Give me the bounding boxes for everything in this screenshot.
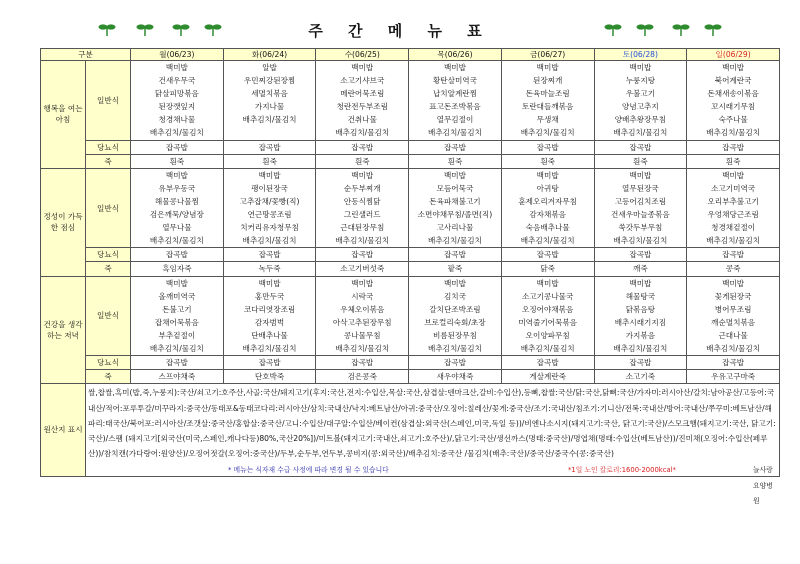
dish-item: 북어계란국 <box>714 76 752 86</box>
dish-item: 감자채볶음 <box>529 210 567 220</box>
juk-cell: 녹두죽 <box>223 262 316 276</box>
day-header-sunday: 일(06/29) <box>687 49 780 61</box>
dish-item: 배추김치/물김치 <box>335 344 390 354</box>
meal-label: 건강을 생각하는 저녁 <box>41 276 86 384</box>
dish-item: 시락국 <box>351 291 374 301</box>
dish-item: 고등어김치조림 <box>614 196 667 206</box>
page-title: 주 간 메 뉴 표 <box>308 22 492 40</box>
day-menu-cell <box>409 61 502 141</box>
origin-label: 원산지 표시 <box>41 384 86 477</box>
footer-notes <box>88 463 777 505</box>
dish-item: 돈채새송이볶음 <box>707 89 759 99</box>
day-menu-cell <box>223 276 316 356</box>
day-menu-cell <box>316 168 409 248</box>
dish-item: 소고기샤브국 <box>340 76 385 86</box>
sprout-icon <box>604 22 622 36</box>
juk-cell: 소고기버섯죽 <box>316 262 409 276</box>
day-header-saturday: 토(06/28) <box>594 49 687 61</box>
juk-label: 죽 <box>86 370 131 384</box>
day-menu-cell <box>409 276 502 356</box>
dish-item: 아귀탕 <box>536 183 559 193</box>
dish-item: 꼬시래기무침 <box>711 102 756 112</box>
header-decoration <box>0 0 800 48</box>
dish-item: 배추김치/물김치 <box>520 344 575 354</box>
dish-item: 배추김치/물김치 <box>520 236 575 246</box>
dish-item: 청경채겉절이 <box>711 223 756 233</box>
dish-item: 소면야채무침/졸면(직) <box>417 210 493 220</box>
general-label: 일반식 <box>86 168 131 248</box>
juk-cell: 소고기죽 <box>594 370 687 384</box>
dang-row <box>41 140 780 154</box>
dish-item: 백미밥 <box>443 278 466 288</box>
juk-cell: 새우야채죽 <box>409 370 502 384</box>
dish-item: 닭살피망볶음 <box>154 89 199 99</box>
dish-item: 미역줄기어묵볶음 <box>518 317 578 327</box>
juk-cell: 스프야채죽 <box>131 370 224 384</box>
dish-item: 건취나물 <box>347 115 377 125</box>
dish-item: 돈불고기 <box>162 304 192 314</box>
dang-cell: 잡곡밥 <box>316 356 409 370</box>
dish-item: 황탄살미역국 <box>432 76 477 86</box>
dish-item: 비름된장무침 <box>432 330 477 340</box>
dish-item: 배추김치/물김치 <box>613 236 668 246</box>
dish-item: 안동식찜닭 <box>343 196 381 206</box>
meal-label: 행복을 여는 아침 <box>41 61 86 169</box>
dish-item: 청란전두부조림 <box>336 102 388 112</box>
dish-item: 잡채어묵볶음 <box>154 317 199 327</box>
dish-item: 백미밥 <box>258 170 281 180</box>
dish-item: 우체오이볶음 <box>340 304 385 314</box>
dish-item: 오리부추불고기 <box>707 196 759 206</box>
dish-item: 배추김치/물김치 <box>706 344 761 354</box>
origin-row <box>41 384 780 477</box>
dish-item: 깨순멸치볶음 <box>711 317 756 327</box>
dish-item: 백미밥 <box>258 278 281 288</box>
dang-cell: 잡곡밥 <box>316 248 409 262</box>
dish-item: 백미밥 <box>536 170 559 180</box>
sprout-icon <box>636 22 654 36</box>
dish-item: 숙음배추나물 <box>525 223 570 233</box>
dish-item: 콩나물무침 <box>343 330 381 340</box>
dang-cell: 잡곡밥 <box>501 248 594 262</box>
day-header: 금(06/27) <box>501 49 594 61</box>
dish-item: 열무된장국 <box>622 183 659 193</box>
dish-item: 된장찌개 <box>533 76 563 86</box>
dish-item: 배추김치/물김치 <box>613 128 668 138</box>
dish-item: 고사리나물 <box>436 223 474 233</box>
dish-item: 해물콩나물찜 <box>154 196 199 206</box>
dish-item: 배추김치/물김치 <box>335 128 390 138</box>
dish-item: 알밥 <box>262 63 277 72</box>
dish-item: 근대된장무침 <box>340 223 385 233</box>
dish-item: 된장깻잎지 <box>158 102 196 112</box>
dish-item: 브로컬리숙회/초장 <box>424 317 486 327</box>
juk-cell: 흰죽 <box>687 154 780 168</box>
dang-cell: 잡곡밥 <box>223 140 316 154</box>
day-header: 수(06/25) <box>316 49 409 61</box>
day-menu-cell <box>501 61 594 141</box>
day-menu-cell <box>223 168 316 248</box>
dish-item: 백미밥 <box>629 170 652 180</box>
juk-cell: 흰죽 <box>131 154 224 168</box>
sprout-icon <box>704 22 722 36</box>
dish-item: 백미밥 <box>722 170 745 180</box>
weekly-menu-table <box>40 48 780 505</box>
dish-item: 쑥갓두부무침 <box>618 223 663 233</box>
calorie-note: *1일 노인 칼로리:1600-2000kcal* <box>568 466 676 475</box>
dish-item: 세멸치볶음 <box>251 89 288 99</box>
dish-item: 배추김치/물김치 <box>706 128 761 138</box>
dish-item: 백미밥 <box>351 278 374 288</box>
dish-item: 검은깨묵/양념장 <box>149 210 204 220</box>
day-menu-cell <box>316 276 409 356</box>
dish-item: 무생채 <box>536 115 559 125</box>
dish-item: 갈치단조박조림 <box>429 304 481 314</box>
dish-item: 열무나물 <box>162 223 192 233</box>
dang-cell: 잡곡밥 <box>501 140 594 154</box>
juk-cell: 우유고구마죽 <box>687 370 780 384</box>
dish-item: 순두부찌개 <box>343 183 381 193</box>
dish-item: 유부우동국 <box>158 183 196 193</box>
dang-cell: 잡곡밥 <box>131 356 224 370</box>
dish-item: 숙주나물 <box>718 115 748 125</box>
juk-cell: 흰죽 <box>594 154 687 168</box>
dish-item: 단배추나물 <box>251 330 288 340</box>
dish-item: 연근땅콩조림 <box>247 210 292 220</box>
dish-item: 훈제오리겨자무침 <box>518 196 578 206</box>
juk-cell: 콩죽 <box>687 262 780 276</box>
dish-item: 배추김치/물김치 <box>706 236 761 246</box>
dish-item: 고추잡채/꽃빵(직) <box>239 196 300 206</box>
dish-item: 꽃게된장국 <box>714 291 752 301</box>
dish-item: 배추김치/물김치 <box>149 128 204 138</box>
day-menu-cell <box>131 276 224 356</box>
juk-cell: 흰죽 <box>223 154 316 168</box>
day-header: 목(06/26) <box>409 49 502 61</box>
dish-item: 백미밥 <box>165 278 188 288</box>
dang-cell: 잡곡밥 <box>687 248 780 262</box>
dang-row <box>41 248 780 262</box>
dish-item: 배추김치/물김치 <box>613 344 668 354</box>
dish-item: 배추김치/물김치 <box>428 344 482 354</box>
sprout-icon <box>672 22 690 36</box>
gubun-header: 구분 <box>41 49 131 61</box>
day-menu-cell <box>131 61 224 141</box>
dang-cell: 잡곡밥 <box>687 356 780 370</box>
dish-item: 부추겉절이 <box>158 330 196 340</box>
dish-item: 양념고추지 <box>622 102 659 112</box>
day-header: 월(06/23) <box>131 49 224 61</box>
dish-item: 병어무조림 <box>714 304 752 314</box>
dish-item: 가지나물 <box>254 102 285 112</box>
juk-cell: 검은콩죽 <box>316 370 409 384</box>
juk-cell: 게살계란죽 <box>501 370 594 384</box>
dish-item: 우민찌강된장찜 <box>243 76 296 86</box>
dang-cell: 잡곡밥 <box>409 140 502 154</box>
dish-item: 치커리유자청무침 <box>240 223 299 233</box>
juk-cell: 흰죽 <box>501 154 594 168</box>
day-header: 화(06/24) <box>223 49 316 61</box>
dish-item: 닭볶음탕 <box>625 304 656 314</box>
dish-item: 청경채나물 <box>158 115 196 125</box>
dang-label: 당뇨식 <box>86 356 131 370</box>
dish-item: 백미밥 <box>443 63 466 72</box>
dish-item: 그린샐러드 <box>343 210 381 220</box>
menu-change-note: * 메뉴는 식자재 수급 사정에 따라 변경 될 수 있습니다 <box>228 466 389 475</box>
dish-item: 백미밥 <box>629 278 652 288</box>
dish-item: 누룽지탕 <box>625 76 656 86</box>
dish-item: 오이양파무침 <box>525 330 570 340</box>
dish-item: 돈육파채불고기 <box>429 196 481 206</box>
day-menu-cell <box>687 276 780 356</box>
dish-item: 우불고기 <box>625 89 656 99</box>
dang-label: 당뇨식 <box>86 248 131 262</box>
dish-item: 백미밥 <box>165 63 188 72</box>
juk-label: 죽 <box>86 262 131 276</box>
hospital-name: 늘사랑요양병원 <box>753 466 773 505</box>
dish-item: 모듬어묵국 <box>436 183 474 193</box>
dish-item: 건새우마늘종볶음 <box>611 210 670 220</box>
dang-cell: 잡곡밥 <box>594 140 687 154</box>
day-menu-cell <box>594 61 687 141</box>
dish-item: 백미밥 <box>722 278 745 288</box>
general-label: 일반식 <box>86 276 131 356</box>
dish-item: 백미밥 <box>536 278 559 288</box>
dish-item: 열무김절이 <box>436 115 474 125</box>
dish-item: 배추김치/물김치 <box>428 128 482 138</box>
day-menu-cell <box>594 168 687 248</box>
dish-item: 가지볶음 <box>625 330 656 340</box>
dish-item: 배추시래기지짐 <box>614 317 667 327</box>
dang-cell: 잡곡밥 <box>409 248 502 262</box>
day-menu-cell <box>687 168 780 248</box>
dish-item: 백미밥 <box>536 63 559 72</box>
dish-item: 근대나물 <box>718 330 748 340</box>
dang-cell: 잡곡밥 <box>131 248 224 262</box>
dish-item: 감자범벅 <box>254 317 285 327</box>
general-row <box>41 276 780 356</box>
juk-cell: 흑임자죽 <box>131 262 224 276</box>
dang-cell: 잡곡밥 <box>409 356 502 370</box>
dang-cell: 잡곡밥 <box>223 356 316 370</box>
dish-item: 배추김치/물김치 <box>242 344 297 354</box>
dang-row <box>41 356 780 370</box>
dish-item: 소고기미역국 <box>711 183 756 193</box>
dish-item: 배추김치/물김치 <box>428 236 482 246</box>
dish-item: 배추김치/물김치 <box>242 115 297 125</box>
dang-cell: 잡곡밥 <box>223 248 316 262</box>
general-label: 일반식 <box>86 61 131 141</box>
dish-item: 팽이된장국 <box>251 183 288 193</box>
dish-item: 납치알계란찜 <box>432 89 477 99</box>
dish-item: 백미밥 <box>722 63 745 72</box>
juk-row <box>41 262 780 276</box>
day-menu-cell <box>501 168 594 248</box>
dang-label: 당뇨식 <box>86 140 131 154</box>
dish-item: 백미밥 <box>165 170 188 180</box>
juk-cell: 단호박죽 <box>223 370 316 384</box>
general-row <box>41 168 780 248</box>
dish-item: 백미밥 <box>351 63 374 72</box>
dish-item: 홍만두국 <box>254 291 285 301</box>
dish-item: 코다리엿장조림 <box>243 304 296 314</box>
day-menu-cell <box>687 61 780 141</box>
dish-item: 배추김치/물김치 <box>149 344 204 354</box>
juk-cell: 팥죽 <box>409 262 502 276</box>
dang-cell: 잡곡밥 <box>687 140 780 154</box>
dish-item: 오징어야채볶음 <box>522 304 574 314</box>
juk-cell: 흰죽 <box>316 154 409 168</box>
day-menu-cell <box>131 168 224 248</box>
juk-cell: 깨죽 <box>594 262 687 276</box>
day-menu-cell <box>501 276 594 356</box>
dish-item: 토란대들깨볶음 <box>522 102 574 112</box>
dish-item: 김치국 <box>443 291 466 301</box>
dish-item: 아삭고추된장무침 <box>332 317 392 327</box>
dish-item: 우엉채당근조림 <box>707 210 759 220</box>
dish-item: 해물탕국 <box>625 291 656 301</box>
dish-item: 백미밥 <box>443 170 466 180</box>
header-row <box>41 49 780 61</box>
dang-cell: 잡곡밥 <box>316 140 409 154</box>
juk-row <box>41 370 780 384</box>
juk-cell: 닭죽 <box>501 262 594 276</box>
dish-item: 백미밥 <box>629 63 652 72</box>
dish-item: 백미밥 <box>351 170 374 180</box>
dish-item: 건새우무국 <box>158 76 196 86</box>
day-menu-cell <box>316 61 409 141</box>
dish-item: 배추김치/물김치 <box>242 236 297 246</box>
dish-item: 소고기콩나물국 <box>522 291 574 301</box>
meal-label: 정성이 가득한 점심 <box>41 168 86 276</box>
dish-item: 양배추왕장무침 <box>614 115 667 125</box>
dish-item: 배추김치/물김치 <box>520 128 575 138</box>
juk-label: 죽 <box>86 154 131 168</box>
origin-text: 쌀,찹쌀,흑미(밥,죽,누룽지):국산/쇠고기:호주산,사골:국산/돼지고기(후지:국산,전지:수입산,목살:국산,삼겹살:덴마크산,갈비:수입산),등뼈,찹쌀:국산/닭:국산,닭뼈:국산/가자미:러시아산/갈치:남아공산/고등어:국내산/적어:포루투갈/미꾸라지:중국산/동태포&동태코다리:러시아산/삼치:국내산/낙지:베트남산/아귀:중국산/오징어:칠레산/꽃게:중국산/조기:국내산/침조기:기니산/전복:국내산/방어:국내산/쭈꾸미:베트남산/해파리:태국산/북어포:러시아산/조갯살:중국산/홍합살:중국산/고니:수입산/대구알:수입산/베이컨(삼겹살:외국산(스페인,미국,독일 등))/비엔나소시지(돼지고기:국산, 닭고기:국산)/스모크햄(돼지고기:국산, 닭고기:국산)/스팸 (돼지고기[외국산(미국,스페인,캐나다등)80%,국산20%])/미트볼(돼지고기:국내산,쇠고기:호주산)/,닭고기:국산/생선까스(명태:중국산)/명엽채(명태:수입산(베트남산))/진미채(오징어:수입산(페루산))/참치캔(가다랑어:원양산)/오징어젓갈(오징어:중국산)/두부,순두부,연두부,콩비지(콩:외국산)/배추김치:중국산 /물김치(배추:국산)/중국산/중국수(콩:중국산) <box>88 388 776 459</box>
day-menu-cell <box>594 276 687 356</box>
dish-item: 배추김치/물김치 <box>335 236 390 246</box>
dish-item: 배추김치/물김치 <box>149 236 204 246</box>
dish-item: 표고돈조박볶음 <box>429 102 481 112</box>
juk-cell: 흰죽 <box>409 154 502 168</box>
dang-cell: 잡곡밥 <box>594 356 687 370</box>
dang-cell: 잡곡밥 <box>594 248 687 262</box>
juk-row <box>41 154 780 168</box>
day-menu-cell <box>223 61 316 141</box>
dang-cell: 잡곡밥 <box>131 140 224 154</box>
dang-cell: 잡곡밥 <box>501 356 594 370</box>
general-row <box>41 61 780 141</box>
dish-item: 돈육마늘조림 <box>525 89 570 99</box>
dish-item: 올깨미역국 <box>158 291 196 301</box>
day-menu-cell <box>409 168 502 248</box>
dish-item: 메란어묵조림 <box>340 89 385 99</box>
